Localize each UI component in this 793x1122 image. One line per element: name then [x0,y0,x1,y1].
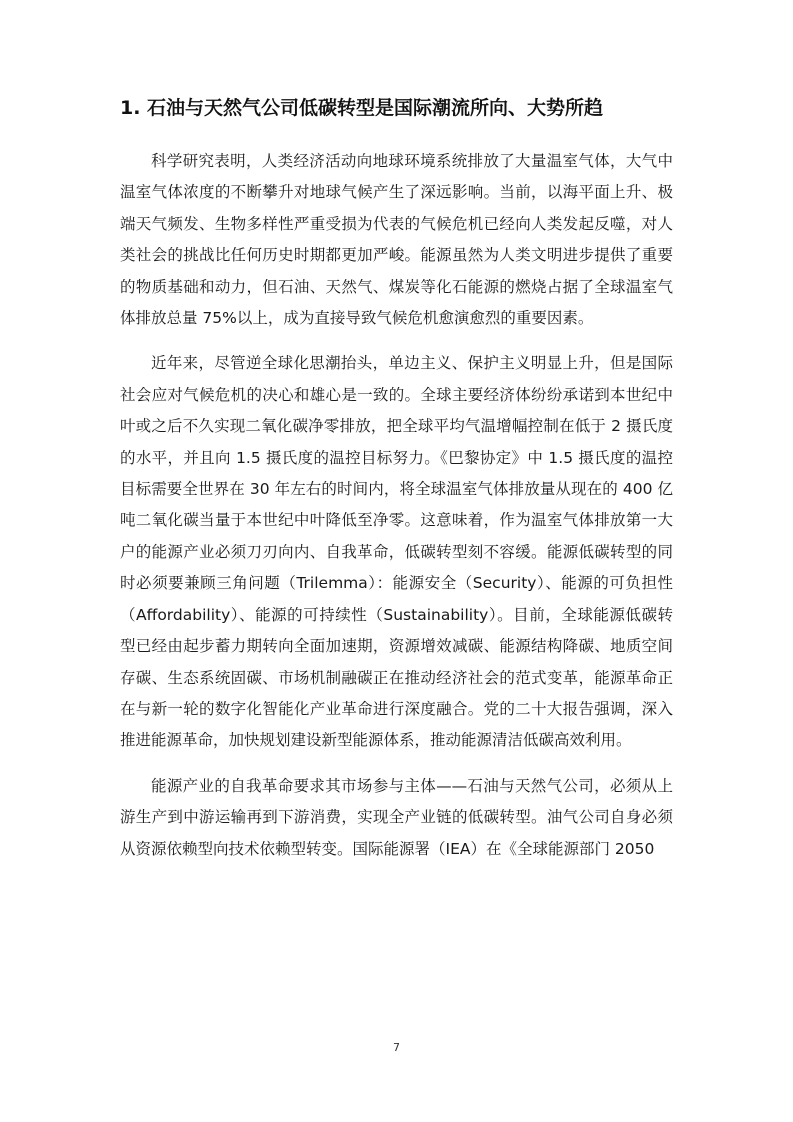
page-number: 7 [393,1041,400,1054]
paragraph-oil-gas-transition: 能源产业的自我革命要求其市场参与主体——石油与天然气公司，必须从上游生产到中游运输再到下游消费，实现全产业链的低碳转型。油气公司自身必须从资源依赖型向技术依赖型转变。国际能源署（IEA）在《全球能源部门 2050 [120,776,673,858]
body-text [120,146,673,879]
paragraph-climate-science: 科学研究表明，人类经济活动向地球环境系统排放了大量温室气体，大气中温室气体浓度的不断攀升对地球气候产生了深远影响。当前，以海平面上升、极端天气频发、生物多样性严重受损为代表的气候危机已经向人类发起反噬，对人类社会的挑战比任何历史时期都更加严峻。能源虽然为人类文明进步提供了重要的物质基础和动力，但石油、天然气、煤炭等化石能源的燃烧占据了全球温室气体排放总量 75%以上，成为直接导致气候危机愈演愈烈的重要因素。 [120,152,673,328]
section-heading: 1. 石油与天然气公司低碳转型是国际潮流所向、大势所趋 [120,97,604,119]
paragraph-global-commitments: 近年来，尽管逆全球化思潮抬头，单边主义、保护主义明显上升，但是国际社会应对气候危机的决心和雄心是一致的。全球主要经济体纷纷承诺到本世纪中叶或之后不久实现二氧化碳净零排放，把全球平均气温增幅控制在低于 2 摄氏度的水平，并且向 1.5 摄氏度的温控目标努力。《巴黎协定》中 1.5 摄氏度的温控目标需要全世界在 30 年左右的时间内，将全球温室气体排放量从现在的 400 亿吨二氧化碳当量于本世纪中叶降低至净零。这意味着，作为温室气体排放第一大户的能源产业必须刀刃向内、自我革命，低碳转型刻不容缓。能源低碳转型的同时必须要兼顾三角问题（Trilemma）：能源安全（Security）、能源的可负担性（Affordability）、能源的可持续性（Sustainability）。目前，全球能源低碳转型已经由起步蓄力期转向全面加速期，资源增效减碳、能源结构降碳、地质空间存碳、生态系统固碳、市场机制融碳正在推动经济社会的范式变革，能源革命正在与新一轮的数字化智能化产业革命进行深度融合。党的二十大报告强调，深入推进能源革命，加快规划建设新型能源体系，推动能源清洁低碳高效利用。 [120,354,673,750]
